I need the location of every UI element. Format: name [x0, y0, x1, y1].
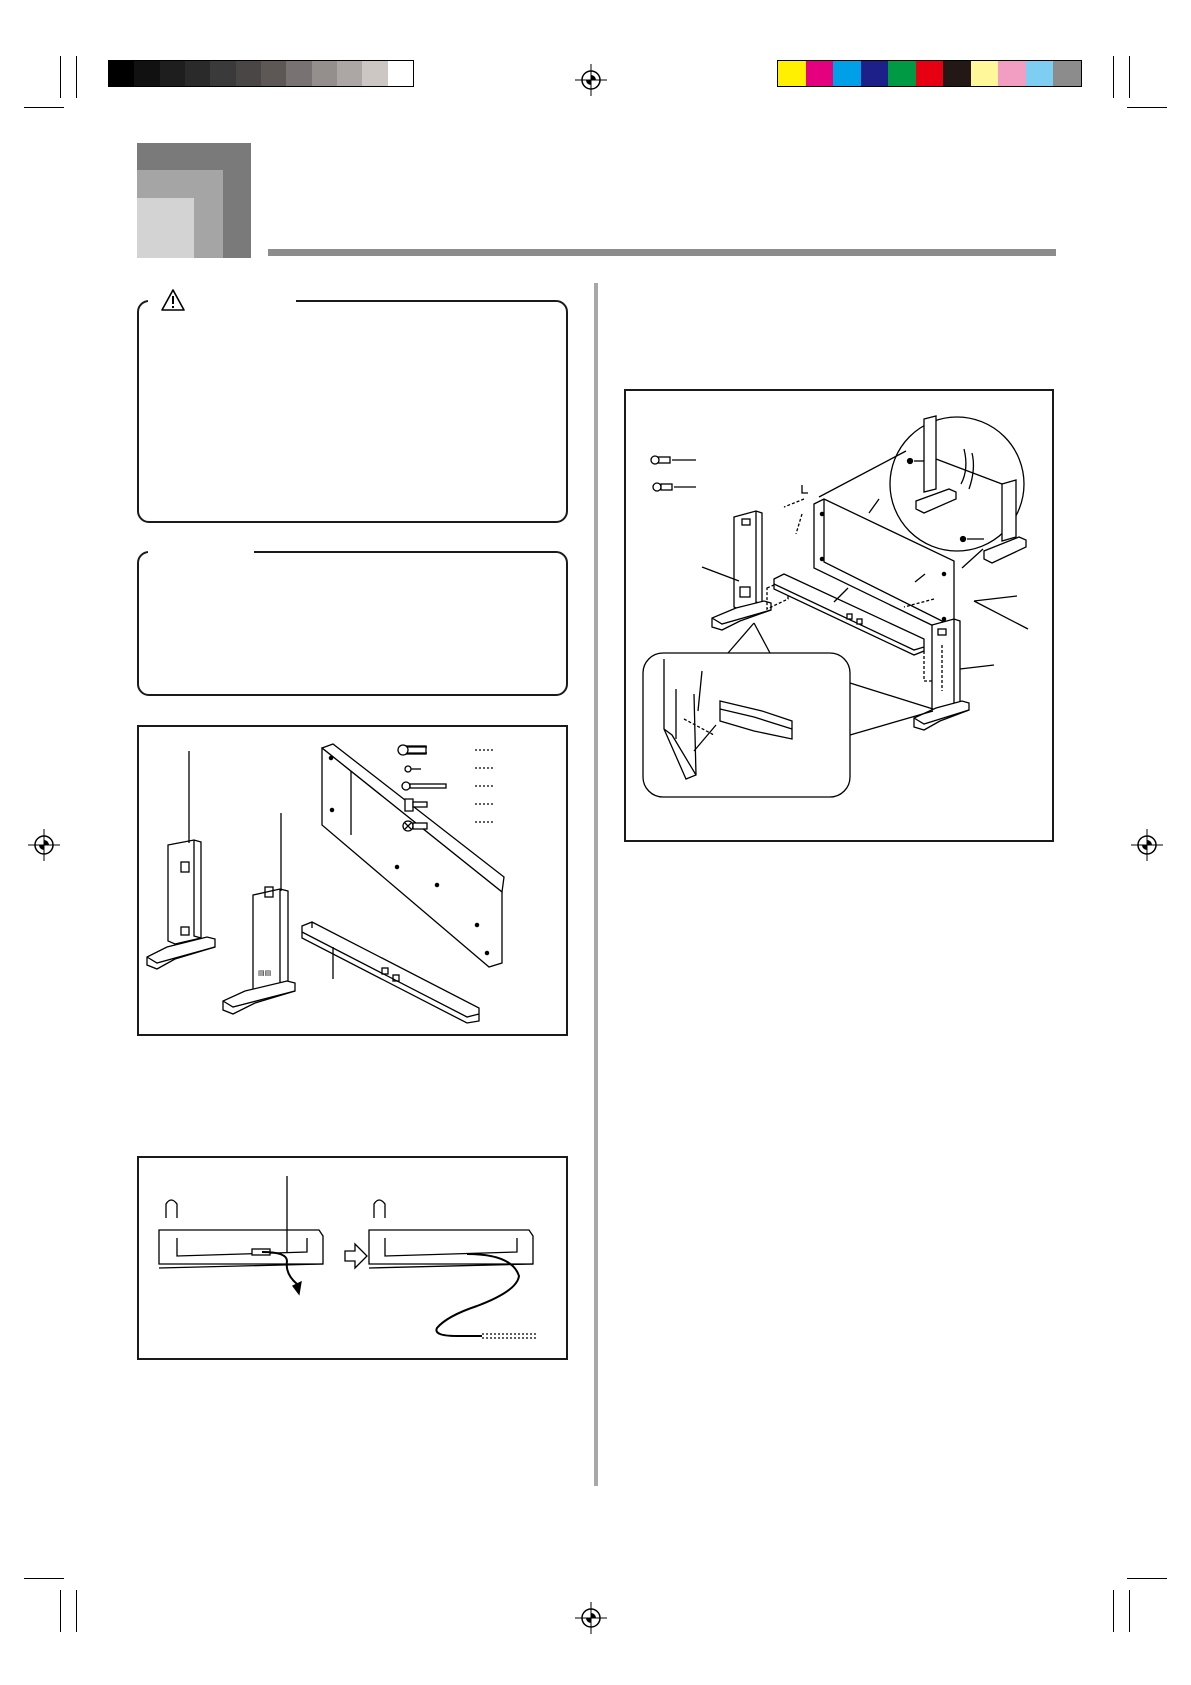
warning-box	[137, 300, 568, 523]
pan-head-screw-icon	[398, 745, 427, 755]
grayscale-swatch	[160, 61, 185, 86]
grayscale-swatch	[134, 61, 159, 86]
zoom-detail-bottom	[643, 653, 850, 797]
color-swatch	[916, 61, 944, 86]
note-box-tab-cover	[148, 545, 254, 557]
grayscale-swatch	[337, 61, 362, 86]
grayscale-swatch	[109, 61, 134, 86]
color-swatch	[943, 61, 971, 86]
assembly-figure	[624, 389, 1054, 842]
warning-triangle-icon	[161, 289, 185, 311]
parts-figure	[137, 725, 568, 1036]
grayscale-swatch	[312, 61, 337, 86]
pan-head-screw-icon	[651, 456, 696, 464]
side-panel-right	[223, 813, 295, 1014]
grayscale-swatch	[210, 61, 235, 86]
color-swatch	[998, 61, 1026, 86]
svg-text:▤▤: ▤▤	[258, 970, 272, 977]
side-panel-left	[702, 511, 788, 630]
registration-mark-top	[575, 64, 607, 96]
registration-mark-left	[28, 829, 60, 861]
grayscale-swatch	[362, 61, 387, 86]
grayscale-swatch	[185, 61, 210, 86]
hex-bolt-icon	[653, 483, 696, 491]
color-swatch	[971, 61, 999, 86]
grayscale-calibration-bar	[108, 60, 414, 87]
color-swatch	[1026, 61, 1054, 86]
color-swatch	[861, 61, 889, 86]
color-swatch	[888, 61, 916, 86]
registration-mark-bottom	[575, 1602, 607, 1634]
grayscale-swatch	[388, 61, 413, 86]
grayscale-swatch	[286, 61, 311, 86]
small-screw-icon	[405, 766, 421, 772]
column-divider	[594, 283, 598, 1486]
side-panel-left	[147, 751, 215, 969]
hex-bolt-icon	[403, 821, 427, 831]
hook-pin-icon	[402, 782, 446, 790]
color-swatch	[833, 61, 861, 86]
header-rule	[268, 249, 1056, 256]
color-swatch	[778, 61, 806, 86]
color-swatch	[806, 61, 834, 86]
pedal-beam	[302, 922, 479, 1023]
pedal-beam-after	[369, 1200, 537, 1338]
color-swatch	[1053, 61, 1081, 86]
grayscale-swatch	[236, 61, 261, 86]
pedal-beam-before	[159, 1176, 323, 1294]
arrow-right-icon	[345, 1244, 367, 1268]
warning-box-tab-line	[296, 300, 298, 302]
grayscale-swatch	[261, 61, 286, 86]
color-calibration-bar	[777, 60, 1082, 87]
registration-mark-right	[1131, 829, 1163, 861]
back-board	[322, 744, 504, 967]
note-box	[137, 551, 568, 696]
cable-figure	[137, 1156, 568, 1360]
